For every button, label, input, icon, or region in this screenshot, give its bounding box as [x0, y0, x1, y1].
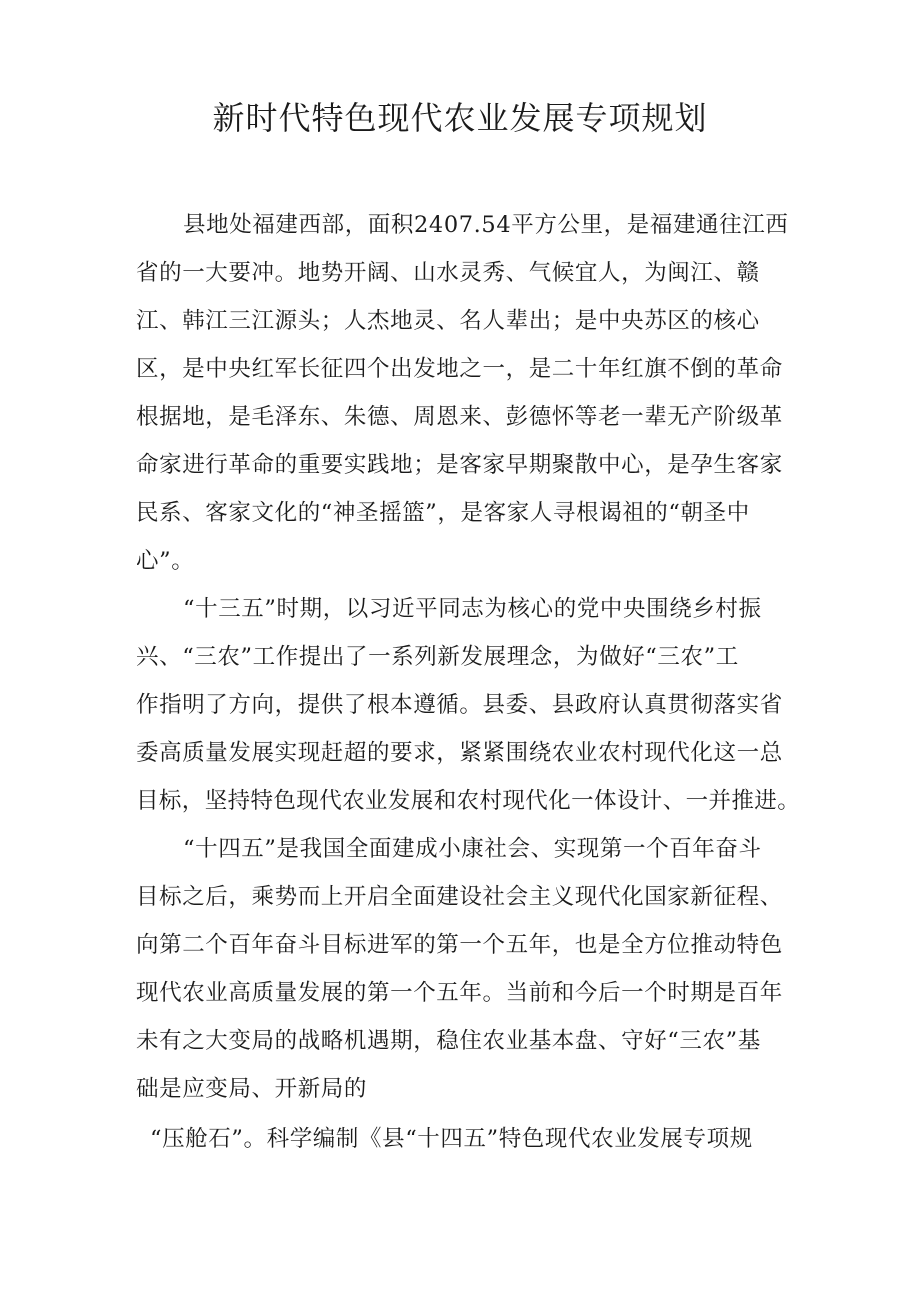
paragraph-3-line-5: 未有之大变局的战略机遇期，稳住农业基本盘、守好“三农”基	[136, 1028, 761, 1054]
paragraph-3-line-7: “压舱石”。科学编制《县“十四五”特色现代农业发展专项规	[150, 1126, 753, 1152]
paragraph-3-line-6: 础是应变局、开新局的	[136, 1076, 368, 1102]
paragraph-1-line-4: 区，是中央红军长征四个出发地之一，是二十年红旗不倒的革命	[136, 356, 783, 382]
paragraph-1-line-5: 根据地，是毛泽东、朱德、周恩来、彭德怀等老一辈无产阶级革	[136, 404, 783, 430]
paragraph-3-line-4: 现代农业高质量发展的第一个五年。当前和今后一个时期是百年	[136, 980, 783, 1006]
paragraph-2-line-5: 目标，坚持特色现代农业发展和农村现代化一体设计、一并推进。	[136, 788, 801, 814]
paragraph-3-line-3: 向第二个百年奋斗目标进军的第一个五年，也是全方位推动特色	[136, 932, 783, 958]
paragraph-2-line-1: “十三五”时期，以习近平同志为核心的党中央围绕乡村振	[183, 596, 762, 622]
paragraph-1-line-3: 江、韩江三江源头；人杰地灵、名人辈出；是中央苏区的核心	[136, 308, 760, 334]
paragraph-3-line-2: 目标之后，乘势而上开启全面建设社会主义现代化国家新征程、	[136, 884, 783, 910]
document-title: 新时代特色现代农业发展专项规划	[212, 99, 708, 137]
paragraph-1-line-2: 省的一大要冲。地势开阔、山水灵秀、气候宜人，为闽江、赣	[136, 260, 760, 286]
paragraph-1-line-8: 心”。	[136, 548, 195, 574]
paragraph-1-line-7: 民系、客家文化的“神圣摇篮”，是客家人寻根谒祖的“朝圣中	[136, 500, 750, 526]
paragraph-3-line-1: “十四五”是我国全面建成小康社会、实现第一个百年奋斗	[183, 836, 762, 862]
paragraph-2-line-4: 委高质量发展实现赶超的要求，紧紧围绕农业农村现代化这一总	[136, 740, 783, 766]
paragraph-2-line-2: 兴、“三农”工作提出了一系列新发展理念，为做好“三农”工	[136, 644, 739, 670]
paragraph-2-line-3: 作指明了方向，提供了根本遵循。县委、县政府认真贯彻落实省	[136, 692, 783, 718]
paragraph-1-line-1: 县地处福建西部，面积2407.54平方公里，是福建通往江西	[183, 212, 789, 238]
paragraph-1-line-6: 命家进行革命的重要实践地；是客家早期聚散中心，是孕生客家	[136, 452, 783, 478]
